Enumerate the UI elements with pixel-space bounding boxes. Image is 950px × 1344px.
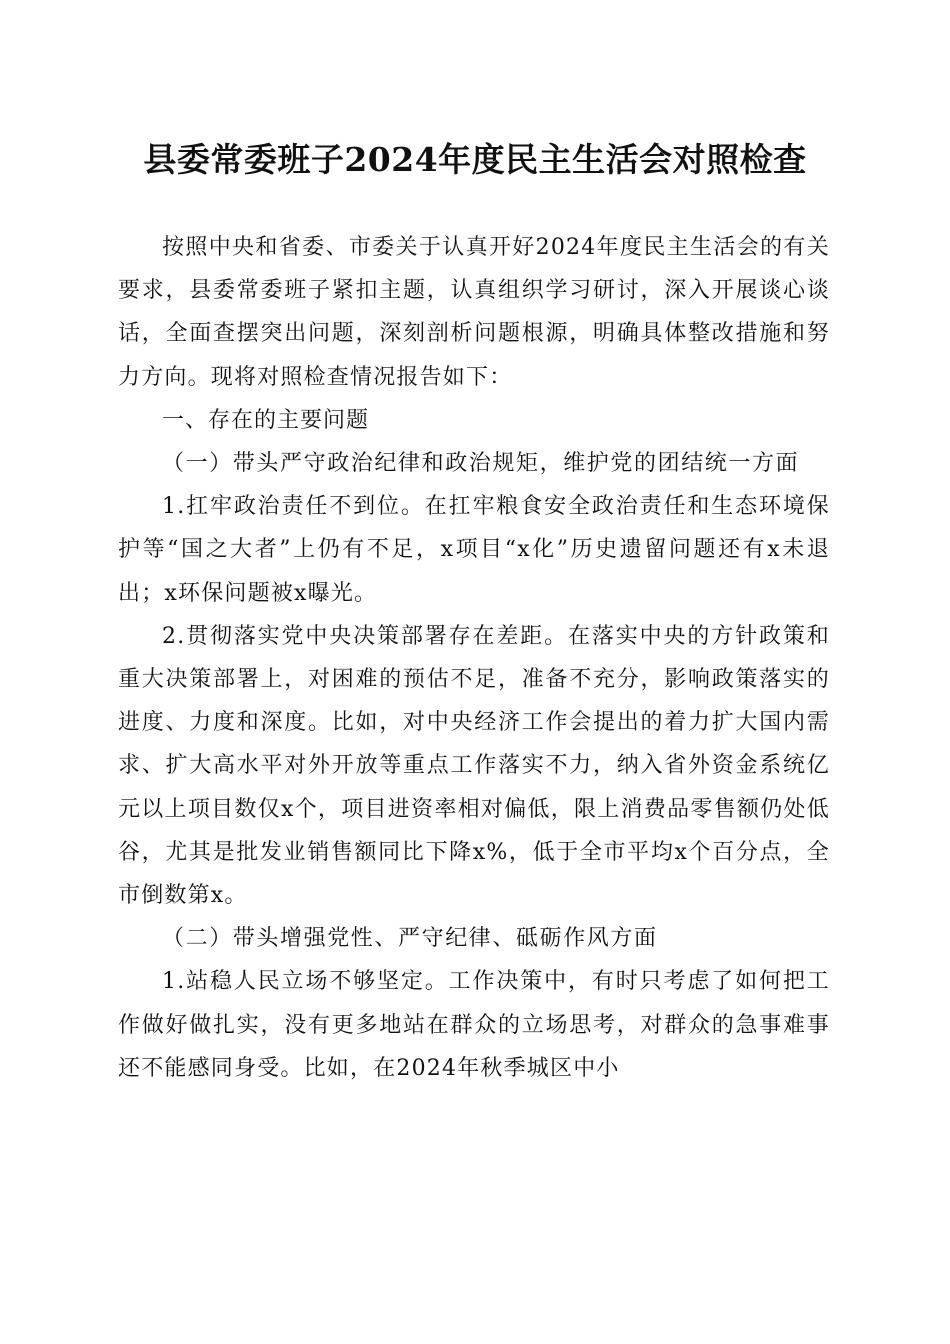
document-title: 县委常委班子2024年度民主生活会对照检查: [143, 140, 807, 179]
intro-paragraph: 按照中央和省委、市委关于认真开好2024年度民主生活会的有关要求，县委常委班子紧扣主题，认真组织学习研讨，深入开展谈心谈话，全面查摆突出问题，深刻剖析问题根源，明确具体整改措施和努力方向。现将对照检查情况报告如下：: [118, 235, 830, 390]
problem-item-people-stance: 1.站稳人民立场不够坚定。工作决策中，有时只考虑了如何把工作做好做扎实，没有更多地站在群众的立场思考，对群众的急事难事还不能感同身受。比如，在2024年秋季城区中小: [118, 969, 830, 1081]
subsection-heading-political-discipline: （一）带头严守政治纪律和政治规矩，维护党的团结统一方面: [162, 451, 800, 477]
subsection-heading-party-spirit: （二）带头增强党性、严守纪律、砥砺作风方面: [162, 926, 658, 952]
problem-item-policy-implementation: 2.贯彻落实党中央决策部署存在差距。在落实中央的方针政策和重大决策部署上，对困难的预估不足，准备不充分，影响政策落实的进度、力度和深度。比如，对中央经济工作会提出的着力扩大国内需求、扩大高水平对外开放等重点工作落实不力，纳入省外资金系统亿元以上项目数仅x个，项目进资率相对偏低，限上消费品零售额仍处低谷，尤其是批发业销售额同比下降x%，低于全市平均x个百分点，全市倒数第x。: [118, 623, 830, 909]
section-heading-main-problems: 一、存在的主要问题: [162, 407, 370, 433]
problem-item-political-responsibility: 1.扛牢政治责任不到位。在扛牢粮食安全政治责任和生态环境保护等“国之大者”上仍有不足，x项目“x化”历史遗留问题还有x未退出；x环保问题被x曝光。: [118, 494, 830, 606]
document-body: [118, 226, 830, 1090]
